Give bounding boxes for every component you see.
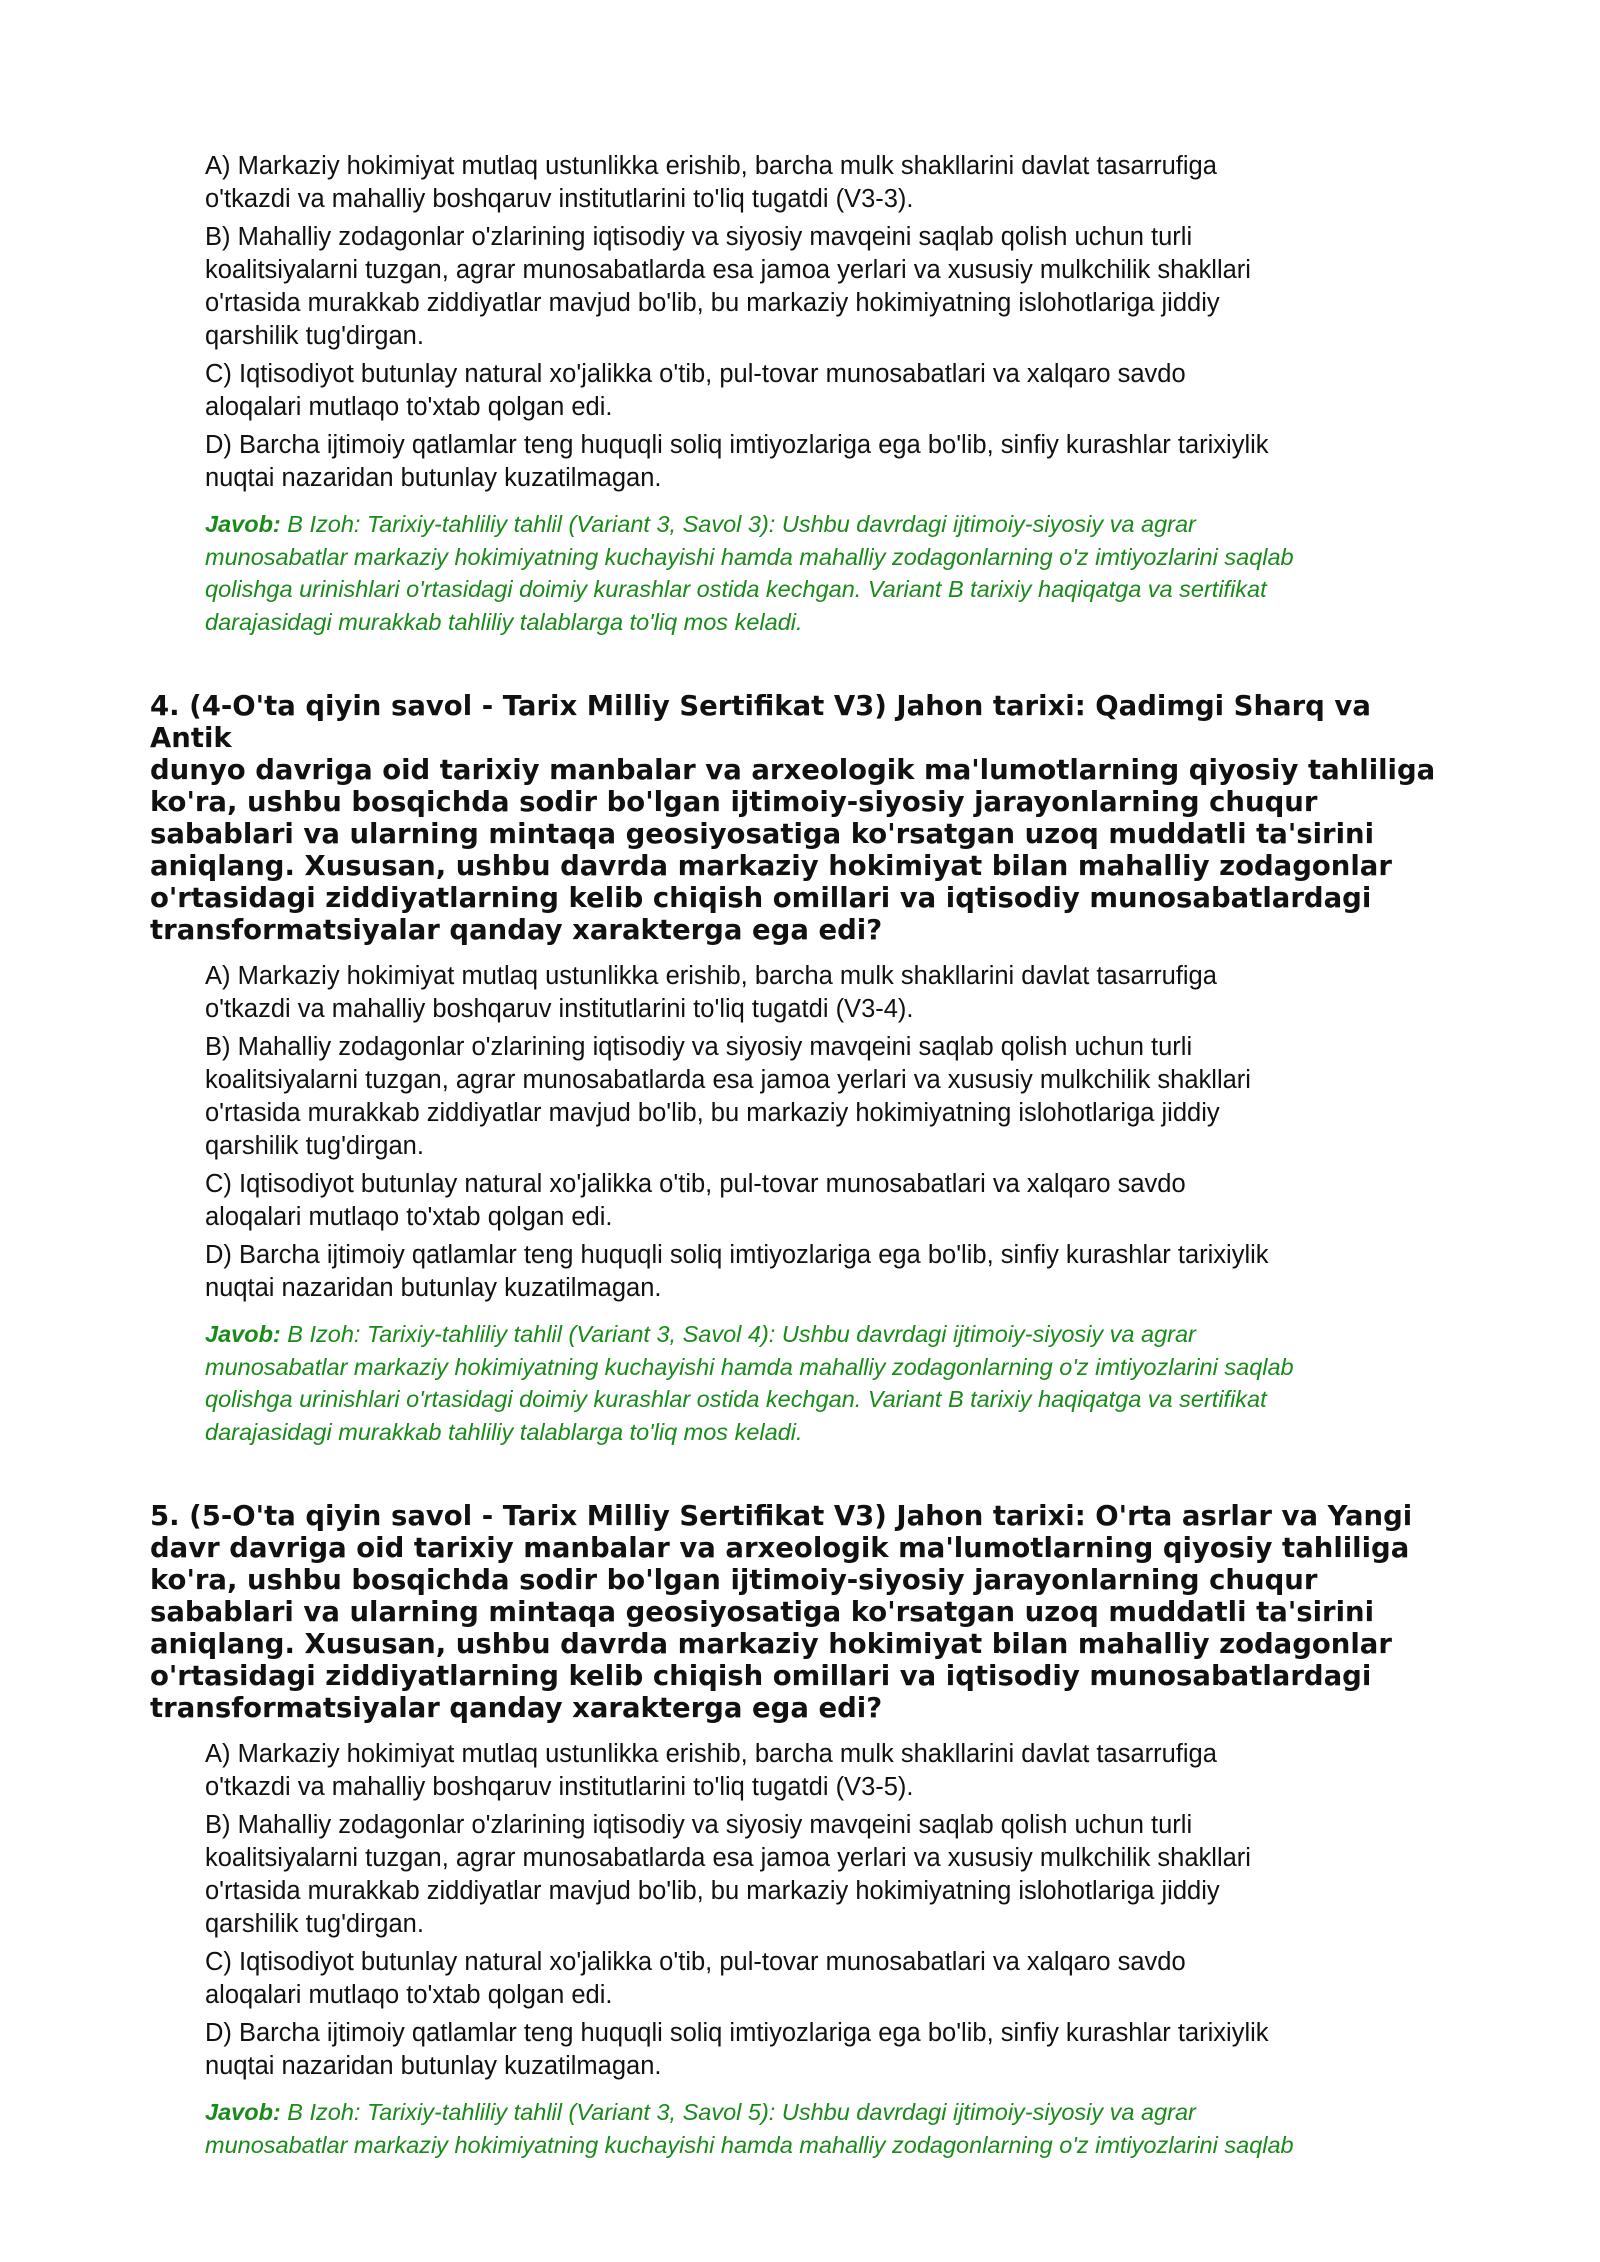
- option-d: D) Barcha ijtimoiy qatlamlar teng huquqli soliq imtiyozlariga ega bo'lib, sinfiy kurashlar tarixiylik nuqtai nazaridan butunlay kuzatilmagan.: [205, 431, 1269, 492]
- question-block-5: [150, 1500, 1450, 2161]
- option-d: D) Barcha ijtimoiy qatlamlar teng huquqli soliq imtiyozlariga ega bo'lib, sinfiy kurashlar tarixiylik nuqtai nazaridan butunlay kuzatilmagan.: [205, 1241, 1269, 1302]
- options-list: [150, 1738, 1450, 2161]
- answer-explanation: [205, 508, 1450, 638]
- option-c: C) Iqtisodiyot butunlay natural xo'jalikka o'tib, pul-tovar munosabatlari va xalqaro savdo aloqalari mutlaqo to'xtab qolgan edi.: [205, 1948, 1186, 2009]
- options-list: [150, 150, 1450, 638]
- option-a: A) Markaziy hokimiyat mutlaq ustunlikka erishib, barcha mulk shakllarini davlat tasarrufiga o'tkazdi va mahalliy boshqaruv institutlarini to'liq tugatdi (V3-5).: [205, 1740, 1217, 1801]
- option-a: A) Markaziy hokimiyat mutlaq ustunlikka erishib, barcha mulk shakllarini davlat tasarrufiga o'tkazdi va mahalliy boshqaruv institutlarini to'liq tugatdi (V3-4).: [205, 962, 1217, 1023]
- answer-text: B Izoh: Tarixiy-tahliliy tahlil (Variant 3, Savol 3): Ushbu davrdagi ijtimoiy-siyosiy va agrar munosabatlar markaziy hokimiyatning kuchayishi hamda mahalliy zodagonlarning o'z imtiyozlarini saqlab qolishga urinishlari o'rtasidagi doimiy kurashlar ostida kechgan. Variant B tarixiy haqiqatga va sertifikat darajasidagi murakkab tahliliy talablarga to'liq mos keladi.: [205, 511, 1294, 635]
- option-b: B) Mahalliy zodagonlar o'zlarining iqtisodiy va siyosiy mavqeini saqlab qolish uchun turli koalitsiyalarni tuzgan, agrar munosabatlarda esa jamoa yerlari va xususiy mulkchilik shakllari o'rtasida murakkab ziddiyatlar mavjud bo'lib, bu markaziy hokimiyatning islohotlariga jiddiy qarshilik tug'dirgan.: [205, 1811, 1251, 1938]
- question-title: 5. (5-O'ta qiyin savol - Tarix Milliy Sertifikat V3) Jahon tarixi: O'rta asrlar va Yangi davr davriga oid tarixiy manbalar va arxeologik ma'lumotlarning qiyosiy tahliliga ko'ra, ushbu bosqichda sodir bo'lgan ijtimoiy-siyosiy jarayonlarning chuqur sabablari va ularning mintaqa geosiyosatiga ko'rsatgan uzoq muddatli ta'sirini aniqlang. Xususan, ushbu davrda markaziy hokimiyat bilan mahalliy zodagonlar o'rtasidagi ziddiyatlarning kelib chiqish omillari va iqtisodiy munosabatlardagi transformatsiyalar qanday xarakterga ega edi?: [150, 1500, 1413, 1724]
- document-page: [150, 150, 1450, 2161]
- answer-text: B Izoh: Tarixiy-tahliliy tahlil (Variant 3, Savol 4): Ushbu davrdagi ijtimoiy-siyosiy va agrar munosabatlar markaziy hokimiyatning kuchayishi hamda mahalliy zodagonlarning o'z imtiyozlarini saqlab qolishga urinishlari o'rtasidagi doimiy kurashlar ostida kechgan. Variant B tarixiy haqiqatga va sertifikat darajasidagi murakkab tahliliy talablarga to'liq mos keladi.: [205, 1321, 1294, 1445]
- answer-label: Javob:: [205, 1321, 281, 1347]
- option-d: D) Barcha ijtimoiy qatlamlar teng huquqli soliq imtiyozlariga ega bo'lib, sinfiy kurashlar tarixiylik nuqtai nazaridan butunlay kuzatilmagan.: [205, 2019, 1269, 2080]
- answer-explanation: [205, 2096, 1450, 2161]
- option-a: A) Markaziy hokimiyat mutlaq ustunlikka erishib, barcha mulk shakllarini davlat tasarrufiga o'tkazdi va mahalliy boshqaruv institutlarini to'liq tugatdi (V3-3).: [205, 152, 1217, 213]
- options-list: [150, 960, 1450, 1448]
- answer-label: Javob:: [205, 2099, 281, 2125]
- option-c: C) Iqtisodiyot butunlay natural xo'jalikka o'tib, pul-tovar munosabatlari va xalqaro savdo aloqalari mutlaqo to'xtab qolgan edi.: [205, 360, 1186, 421]
- option-c: C) Iqtisodiyot butunlay natural xo'jalikka o'tib, pul-tovar munosabatlari va xalqaro savdo aloqalari mutlaqo to'xtab qolgan edi.: [205, 1170, 1186, 1231]
- answer-explanation: [205, 1318, 1450, 1448]
- option-b: B) Mahalliy zodagonlar o'zlarining iqtisodiy va siyosiy mavqeini saqlab qolish uchun turli koalitsiyalarni tuzgan, agrar munosabatlarda esa jamoa yerlari va xususiy mulkchilik shakllari o'rtasida murakkab ziddiyatlar mavjud bo'lib, bu markaziy hokimiyatning islohotlariga jiddiy qarshilik tug'dirgan.: [205, 1033, 1251, 1160]
- option-b: B) Mahalliy zodagonlar o'zlarining iqtisodiy va siyosiy mavqeini saqlab qolish uchun turli koalitsiyalarni tuzgan, agrar munosabatlarda esa jamoa yerlari va xususiy mulkchilik shakllari o'rtasida murakkab ziddiyatlar mavjud bo'lib, bu markaziy hokimiyatning islohotlariga jiddiy qarshilik tug'dirgan.: [205, 223, 1251, 350]
- answer-label: Javob:: [205, 511, 281, 537]
- answer-text: B Izoh: Tarixiy-tahliliy tahlil (Variant 3, Savol 5): Ushbu davrdagi ijtimoiy-siyosiy va agrar munosabatlar markaziy hokimiyatning kuchayishi hamda mahalliy zodagonlarning o'z imtiyozlarini saqlab: [205, 2099, 1294, 2158]
- question-block-3: [150, 150, 1450, 638]
- question-title: 4. (4-O'ta qiyin savol - Tarix Milliy Sertifikat V3) Jahon tarixi: Qadimgi Sharq va Antik dunyo davriga oid tarixiy manbalar va arxeologik ma'lumotlarning qiyosiy tahliliga ko'ra, ushbu bosqichda sodir bo'lgan ijtimoiy-siyosiy jarayonlarning chuqur sabablari va ularning mintaqa geosiyosatiga ko'rsatgan uzoq muddatli ta'sirini aniqlang. Xususan, ushbu davrda markaziy hokimiyat bilan mahalliy zodagonlar o'rtasidagi ziddiyatlarning kelib chiqish omillari va iqtisodiy munosabatlardagi transformatsiyalar qanday xarakterga ega edi?: [150, 690, 1436, 946]
- question-block-4: [150, 690, 1450, 1448]
